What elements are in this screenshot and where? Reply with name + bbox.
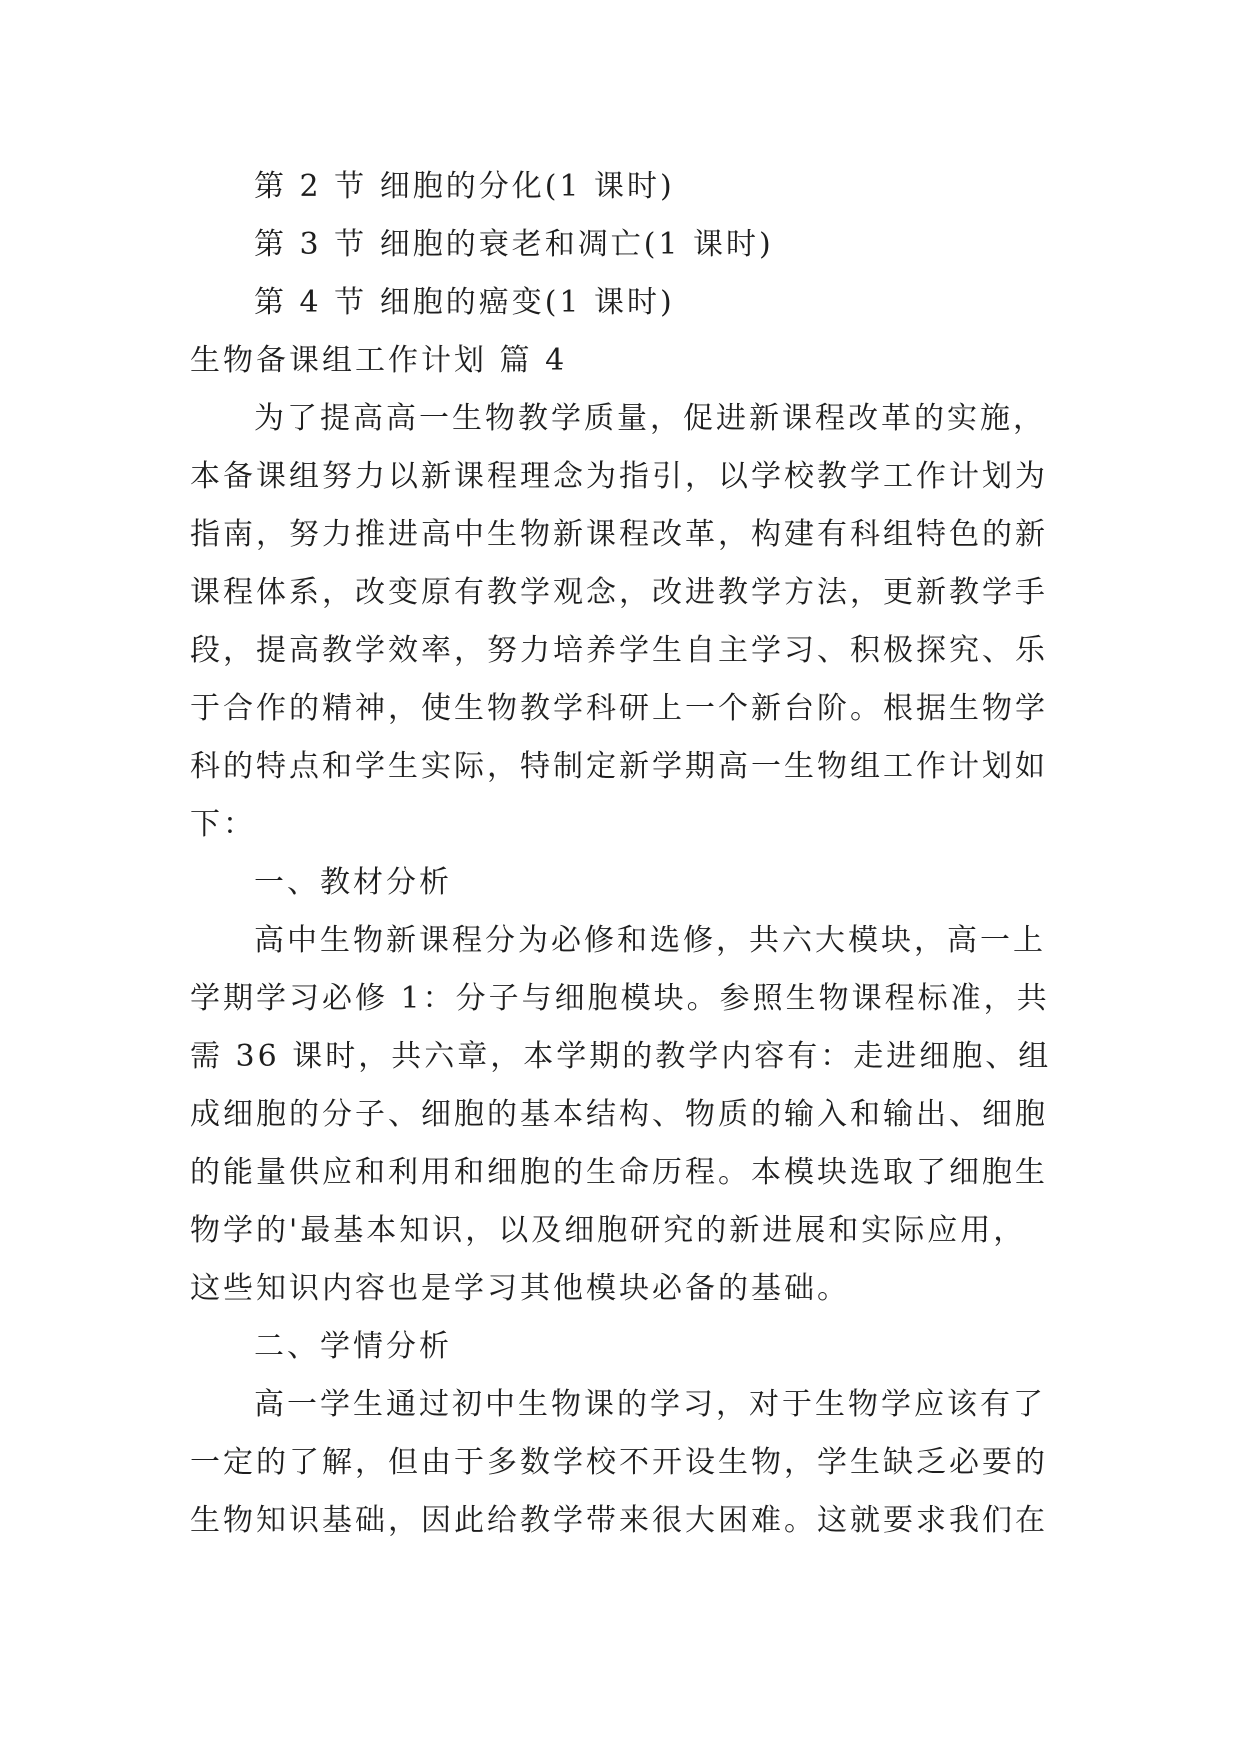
paragraph-line: 本备课组努力以新课程理念为指引，以学校教学工作计划为 xyxy=(190,459,1048,494)
paragraph-line: 成细胞的分子、细胞的基本结构、物质的输入和输出、细胞 xyxy=(190,1097,1048,1132)
paragraph-line: 段，提高教学效率，努力培养学生自主学习、积极探究、乐 xyxy=(190,633,1048,668)
paragraph-line: 学期学习必修 1：分子与细胞模块。参照生物课程标准，共 xyxy=(190,981,1050,1016)
section-heading: 一、教材分析 xyxy=(254,865,452,900)
paragraph-line: 一定的了解，但由于多数学校不开设生物，学生缺乏必要的 xyxy=(190,1445,1048,1480)
toc-item: 第 4 节 细胞的癌变(1 课时) xyxy=(254,285,675,320)
paragraph-line: 高中生物新课程分为必修和选修，共六大模块，高一上 xyxy=(254,923,1046,958)
paragraph-line: 生物知识基础，因此给教学带来很大困难。这就要求我们在 xyxy=(190,1503,1048,1538)
paragraph-line: 于合作的精神，使生物教学科研上一个新台阶。根据生物学 xyxy=(190,691,1048,726)
paragraph-line: 下： xyxy=(190,807,256,842)
paragraph-line: 的能量供应和利用和细胞的生命历程。本模块选取了细胞生 xyxy=(190,1155,1048,1190)
section-title: 生物备课组工作计划 篇 4 xyxy=(190,343,568,378)
paragraph-line: 课程体系，改变原有教学观念，改进教学方法，更新教学手 xyxy=(190,575,1048,610)
paragraph-line: 为了提高高一生物教学质量，促进新课程改革的实施， xyxy=(254,401,1046,436)
document-body xyxy=(190,158,1070,1550)
section-heading: 二、学情分析 xyxy=(254,1329,452,1364)
paragraph-line: 指南，努力推进高中生物新课程改革，构建有科组特色的新 xyxy=(190,517,1048,552)
paragraph-line: 需 36 课时，共六章，本学期的教学内容有：走进细胞、组 xyxy=(190,1039,1052,1074)
toc-item: 第 3 节 细胞的衰老和凋亡(1 课时) xyxy=(254,227,774,262)
toc-item: 第 2 节 细胞的分化(1 课时) xyxy=(254,169,675,204)
paragraph-line: 高一学生通过初中生物课的学习，对于生物学应该有了 xyxy=(254,1387,1046,1422)
paragraph-line: 这些知识内容也是学习其他模块必备的基础。 xyxy=(190,1271,850,1306)
paragraph-line: 物学的'最基本知识，以及细胞研究的新进展和实际应用， xyxy=(190,1213,1027,1248)
paragraph-line: 科的特点和学生实际，特制定新学期高一生物组工作计划如 xyxy=(190,749,1048,784)
